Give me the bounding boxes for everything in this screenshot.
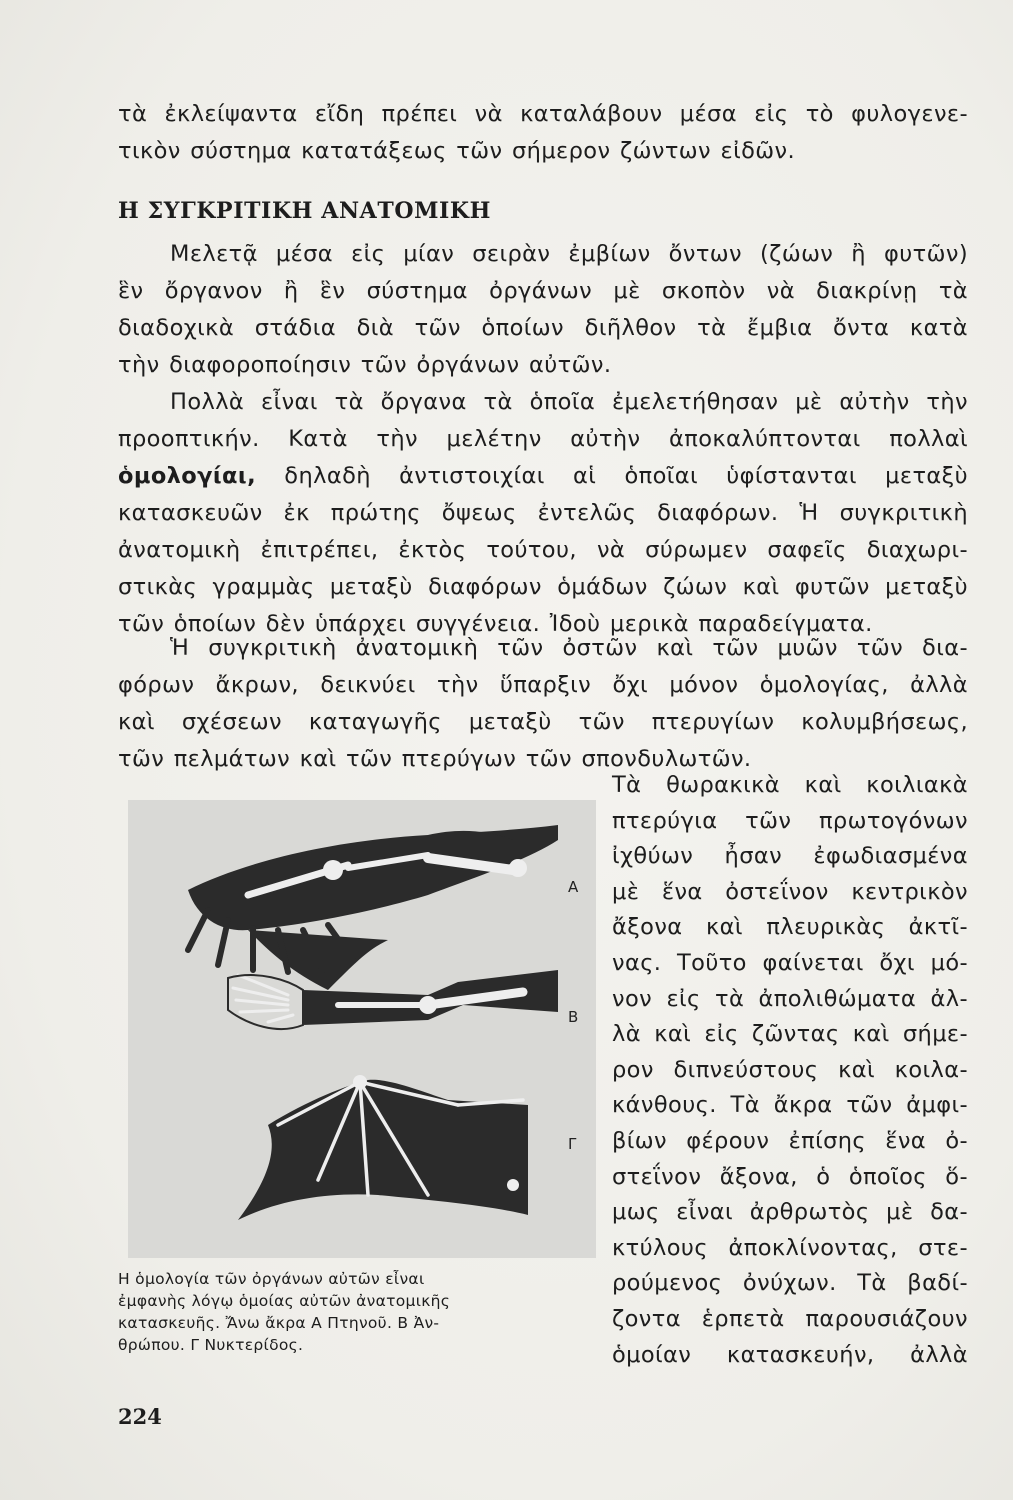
- side-line: ρούμενος ὀνύχων. Τὰ βαδί-: [612, 1270, 968, 1297]
- side-line: μὲ ἕνα ὀστεΐνον κεντρικὸν: [612, 878, 968, 905]
- paragraph-line: τὴν διαφοροποίησιν τῶν ὀργάνων αὐτῶν.: [118, 352, 612, 378]
- figure-caption: [118, 1268, 598, 1356]
- paragraph-line: φόρων ἄκρων, δεικνύει τὴν ὕπαρξιν ὄχι μόνον ὁμολογίας, ἀλλὰ: [118, 672, 968, 698]
- side-line: λὰ καὶ εἰς ζῶντας καὶ σήμε-: [612, 1021, 968, 1048]
- page-number: 224: [118, 1404, 162, 1429]
- paragraph-line: προοπτικήν. Κατὰ τὴν μελέτην αὐτὴν ἀποκαλύπτονται πολλαὶ: [118, 426, 968, 452]
- paragraph-line: ἓν ὄργανον ἢ ἓν σύστημα ὀργάνων μὲ σκοπὸν νὰ διακρίνῃ τὰ: [118, 278, 968, 304]
- side-line: ρον διπνεύστους καὶ κοιλα-: [612, 1056, 968, 1083]
- paragraph-2: [118, 384, 968, 643]
- section-title: Η ΣΥΓΚΡΙΤΙΚΗ ΑΝΑΤΟΜΙΚΗ: [118, 198, 492, 224]
- paragraph-3: [118, 630, 968, 778]
- paragraph-line: στικὰς γραμμὰς μεταξὺ διαφόρων ὁμάδων ζώων καὶ φυτῶν μεταξὺ: [118, 574, 968, 600]
- paragraph-line: Ἡ συγκριτικὴ ἀνατομικὴ τῶν ὀστῶν καὶ τῶν μυῶν τῶν δια-: [170, 635, 968, 661]
- side-column-text: [612, 768, 968, 1373]
- side-line: κτύλους ἀποκλίνοντας, στε-: [612, 1234, 968, 1261]
- paragraph-line: [118, 458, 968, 495]
- side-line: νον εἰς τὰ ἀπολιθώματα ἀλ-: [612, 985, 968, 1012]
- figure-label-a: Α: [568, 878, 579, 896]
- intro-line: τικὸν σύστημα κατατάξεως τῶν σήμερον ζώντων εἰδῶν.: [118, 138, 796, 164]
- caption-line: κατασκευῆς. Ἄνω ἄκρα Α Πτηνοῦ. Β Ἀν-: [118, 1314, 440, 1332]
- intro-line: τὰ ἐκλείψαντα εἴδη πρέπει νὰ καταλάβουν μέσα εἰς τὸ φυλογενε-: [118, 101, 968, 127]
- paragraph-line: Πολλὰ εἶναι τὰ ὄργανα τὰ ὁποῖα ἐμελετήθησαν μὲ αὐτὴν τὴν: [170, 389, 968, 415]
- caption-line: Η ὁμολογία τῶν ὀργάνων αὐτῶν εἶναι: [118, 1270, 425, 1288]
- paragraph-line: τῶν πελμάτων καὶ τῶν πτερύγων τῶν σπονδυλωτῶν.: [118, 746, 752, 772]
- side-line: ζοντα ἑρπετὰ παρουσιάζουν: [612, 1305, 968, 1332]
- paragraph-1: [118, 236, 968, 384]
- side-line: ὁμοίαν κατασκευήν, ἀλλὰ: [612, 1341, 968, 1368]
- side-line: κάνθους. Τὰ ἄκρα τῶν ἀμφι-: [612, 1092, 968, 1119]
- paragraph-line: καὶ σχέσεων καταγωγῆς μεταξὺ τῶν πτερυγίων κολυμβήσεως,: [118, 709, 968, 735]
- caption-line: ἐμφανὴς λόγῳ ὁμοίας αὐτῶν ἀνατομικῆς: [118, 1292, 451, 1310]
- side-line: ἰχθύων ἦσαν ἐφωδιασμένα: [612, 843, 968, 870]
- caption-line: θρώπου. Γ Νυκτερίδος.: [118, 1336, 304, 1354]
- side-line: νας. Τοῦτο φαίνεται ὄχι μό-: [612, 949, 968, 976]
- side-line: στεΐνον ἄξονα, ὁ ὁποῖος ὅ-: [612, 1163, 968, 1190]
- bat-wing-icon: [238, 1075, 528, 1220]
- paragraph-line: ἀνατομικὴ ἐπιτρέπει, ἐκτὸς τούτου, νὰ σύρωμεν σαφεῖς διαχωρι-: [118, 537, 968, 563]
- intro-text: [118, 96, 968, 170]
- paragraph-line: διαδοχικὰ στάδια διὰ τῶν ὁποίων διῆλθον τὰ ἔμβια ὄντα κατὰ: [118, 315, 968, 341]
- side-line: Τὰ θωρακικὰ καὶ κοιλιακὰ: [612, 772, 968, 798]
- side-line: μως εἶναι ἀρθρωτὸς μὲ δα-: [612, 1199, 968, 1226]
- limb-illustration: [128, 800, 596, 1258]
- homology-figure: [128, 800, 596, 1258]
- figure-label-b: Β: [568, 1008, 579, 1026]
- paragraph-line: Μελετᾷ μέσα εἰς μίαν σειρὰν ἐμβίων ὄντων (ζώων ἢ φυτῶν): [170, 241, 968, 267]
- bird-wing-icon: [188, 825, 558, 990]
- paragraph-line: τῶν ὁποίων δὲν ὑπάρχει συγγένεια. Ἰδοὺ μερικὰ παραδείγματα.: [118, 611, 873, 637]
- human-arm-icon: [228, 970, 558, 1029]
- side-line: ἄξονα καὶ πλευρικὰς ἀκτῖ-: [612, 914, 968, 941]
- paragraph-line-rest: δηλαδὴ ἀντιστοιχίαι αἱ ὁποῖαι ὑφίστανται μεταξὺ: [256, 463, 968, 489]
- side-line: πτερύγια τῶν πρωτογόνων: [612, 807, 968, 834]
- paragraph-line: κατασκευῶν ἐκ πρώτης ὄψεως ἐντελῶς διαφόρων. Ἡ συγκριτικὴ: [118, 500, 968, 526]
- side-line: βίων φέρουν ἐπίσης ἕνα ὀ-: [612, 1127, 968, 1154]
- figure-label-c: Γ: [568, 1135, 577, 1153]
- term-homologies: ὁμολογίαι,: [118, 463, 257, 489]
